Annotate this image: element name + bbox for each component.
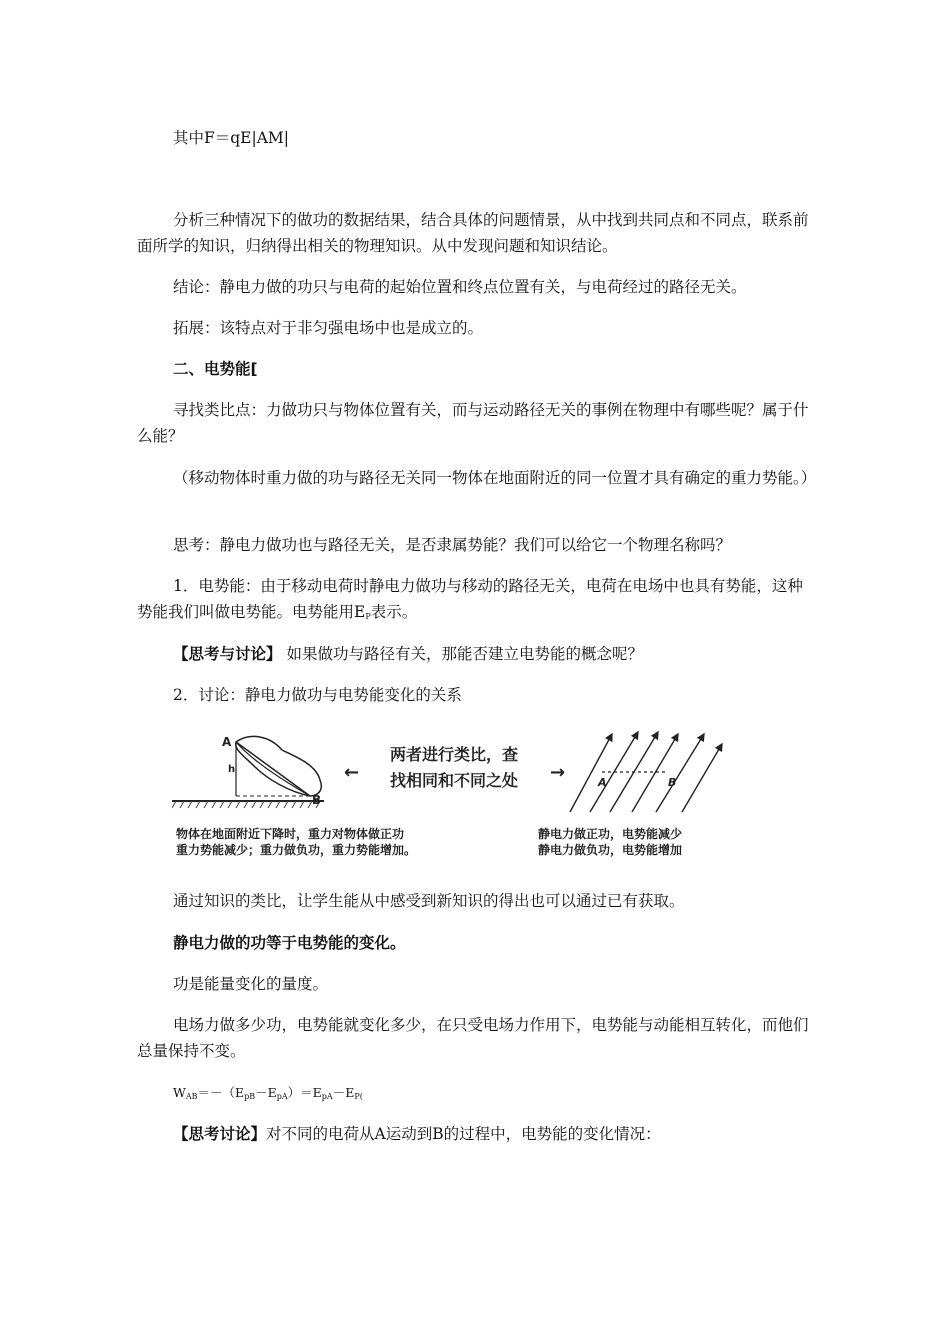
definition-1-paragraph bbox=[137, 573, 817, 630]
eq-part-3: ）＝E bbox=[287, 1085, 322, 1100]
definition-1-main: 1．电势能：由于移动电荷时静电力做功与移动的路径无关，电荷在电场中也具有势能，这种势能我们叫做电势能。电势能用E bbox=[137, 577, 803, 621]
center-text-line1: 两者进行类比，查 bbox=[390, 745, 519, 764]
work-energy-equation bbox=[137, 1080, 817, 1110]
conclusion-paragraph: 结论：静电力做的功只与电荷的起始位置和终点位置有关，与电荷经过的路径无关。 bbox=[173, 278, 747, 296]
curved-path bbox=[236, 736, 322, 796]
gravity-note-paragraph: （移动物体时重力做的功与路径无关同一物体在地面附近的同一位置才具有确定的重力势能。） bbox=[173, 469, 817, 487]
label-b-right: B bbox=[668, 776, 677, 789]
discuss-1-label: 【思考与讨论】 bbox=[173, 645, 282, 663]
straight-path bbox=[236, 742, 310, 796]
arrow-right: → bbox=[550, 762, 566, 783]
caption-right-1: 静电力做正功，电势能减少 bbox=[538, 827, 683, 841]
eq-part-2: －E bbox=[255, 1085, 277, 1100]
energy-conversion-paragraph: 电场力做多少功，电势能就变化多少，在只受电场力作用下，电势能与动能相互转化，而他们总量保持不变。 bbox=[137, 1016, 809, 1060]
ep-subscript: P bbox=[365, 612, 371, 621]
formula-f: 其中F＝qE|AM| bbox=[173, 129, 290, 147]
section-heading-2: 二、电势能[ bbox=[173, 360, 258, 378]
caption-left-1: 物体在地面附近下降时，重力对物体做正功 bbox=[176, 827, 405, 841]
discuss-1-paragraph bbox=[137, 641, 817, 667]
item-2-paragraph: 2．讨论：静电力做功与电势能变化的关系 bbox=[173, 686, 462, 704]
label-h: h bbox=[228, 764, 236, 775]
eq-part-1: ＝－（E bbox=[197, 1085, 245, 1100]
analogy-result-paragraph: 通过知识的类比，让学生能从中感受到新知识的得出也可以通过已有获取。 bbox=[173, 892, 685, 910]
caption-left-2: 重力势能减少；重力做负功，重力势能增加。 bbox=[176, 843, 417, 857]
analysis-paragraph: 分析三种情况下的做功的数据结果，结合具体的问题情景，从中找到共同点和不同点，联系前面所学的知识，归纳得出相关的物理知识。从中发现问题和知识结论。 bbox=[137, 211, 809, 255]
discuss-2-label: 【思考讨论】 bbox=[173, 1125, 267, 1143]
analogy-paragraph: 寻找类比点：力做功只与物体位置有关，而与运动路径无关的事例在物理中有哪些呢？属于什么能？ bbox=[137, 401, 809, 445]
eq-sub-3: pA bbox=[321, 1092, 333, 1101]
eq-part-4: －E bbox=[332, 1085, 355, 1100]
ground-hatching bbox=[172, 801, 320, 808]
eq-w: W bbox=[173, 1085, 186, 1100]
center-text-line2: 找相同和不同之处 bbox=[390, 771, 519, 790]
think-paragraph: 思考：静电力做功也与路径无关，是否隶属势能？我们可以给它一个物理名称吗？ bbox=[173, 536, 732, 554]
discuss-2-text: 对不同的电荷从A运动到B的过程中，电势能的变化情况： bbox=[266, 1125, 661, 1143]
analogy-figure bbox=[172, 726, 732, 871]
discuss-1-text: 如果做功与路径有关，那能否建立电势能的概念呢？ bbox=[281, 645, 643, 663]
eq-w-sub: AB bbox=[185, 1092, 198, 1101]
eq-sub-1: pB bbox=[244, 1092, 256, 1101]
extension-paragraph: 拓展：该特点对于非匀强电场中也是成立的。 bbox=[173, 319, 484, 337]
label-b-left: B bbox=[312, 793, 322, 807]
definition-1-tail: 表示。 bbox=[370, 603, 418, 621]
discuss-2-paragraph bbox=[137, 1121, 817, 1147]
eq-sub-4: P( bbox=[354, 1092, 363, 1101]
measure-paragraph: 功是能量变化的量度。 bbox=[173, 975, 329, 993]
arrow-left: ← bbox=[344, 762, 360, 783]
caption-right-2: 静电力做负功，电势能增加 bbox=[538, 843, 683, 857]
bold-statement: 静电力做的功等于电势能的变化。 bbox=[173, 934, 406, 952]
label-a-left: A bbox=[222, 735, 232, 749]
eq-sub-2: pA bbox=[276, 1092, 288, 1101]
label-a-right: A bbox=[598, 776, 607, 789]
